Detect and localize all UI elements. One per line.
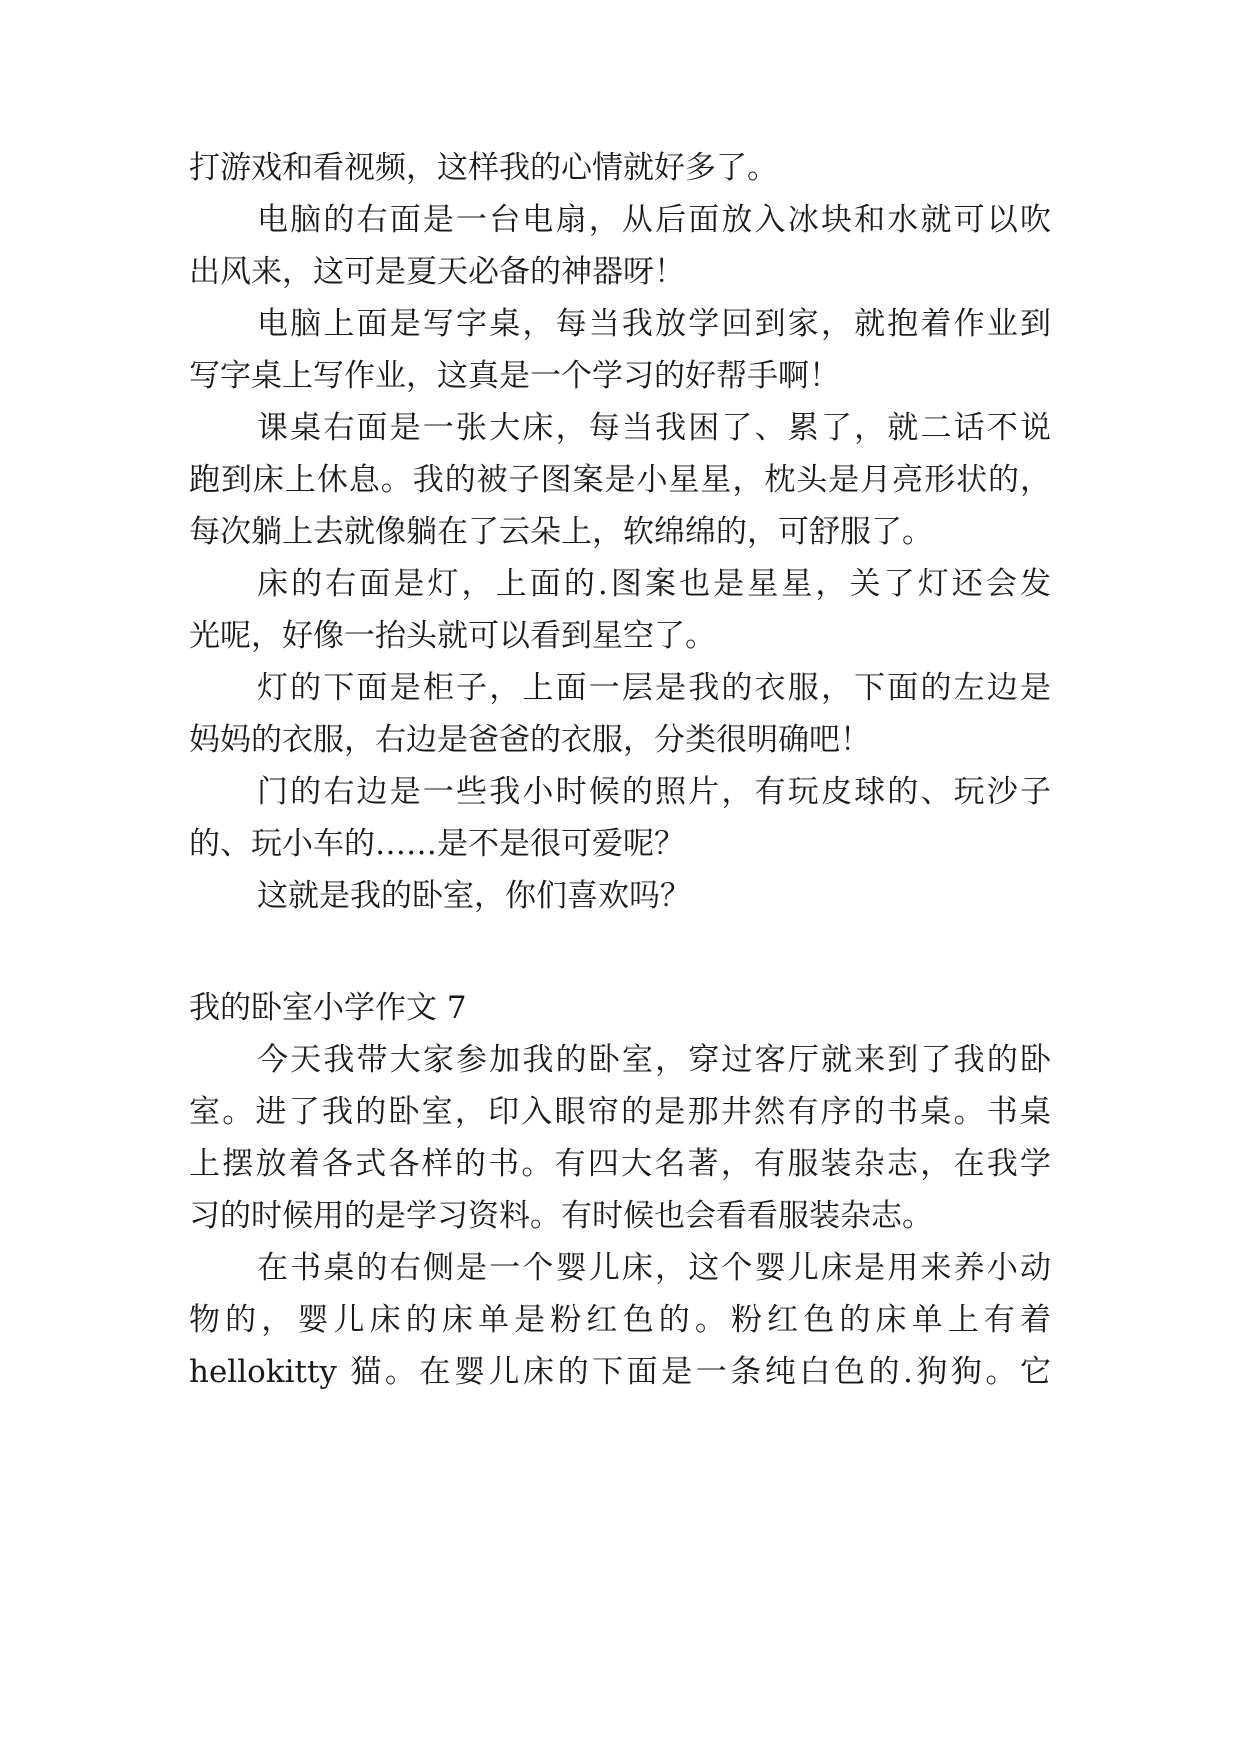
paragraph-line: 跑到床上休息。我的被子图案是小星星，枕头是月亮形状的， (189, 462, 1051, 498)
paragraph-line: 电脑上面是写字桌，每当我放学回到家，就抱着作业到 (257, 306, 1051, 342)
paragraph-line: 光呢，好像一抬头就可以看到星空了。 (189, 618, 716, 654)
paragraph-line: 物的，婴儿床的床单是粉红色的。粉红色的床单上有着 (189, 1302, 1051, 1338)
paragraph-line: 门的右边是一些我小时候的照片，有玩皮球的、玩沙子 (257, 774, 1051, 810)
paragraph-line: 出风来，这可是夏天必备的神器呀！ (189, 254, 685, 290)
essay-heading: 我的卧室小学作文 7 (189, 990, 467, 1026)
paragraph-line: 妈妈的衣服，右边是爸爸的衣服，分类很明确吧！ (189, 722, 871, 758)
paragraph-line: 习的时候用的是学习资料。有时候也会看看服装杂志。 (189, 1198, 933, 1234)
paragraph-line: 在书桌的右侧是一个婴儿床，这个婴儿床是用来养小动 (257, 1250, 1051, 1286)
paragraph-line: 打游戏和看视频，这样我的心情就好多了。 (189, 150, 778, 186)
paragraph-line: hellokitty 猫。在婴儿床的下面是一条纯白色的.狗狗。它 (189, 1354, 1051, 1390)
paragraph-line: 灯的下面是柜子，上面一层是我的衣服，下面的左边是 (257, 670, 1051, 706)
paragraph-line: 上摆放着各式各样的书。有四大名著，有服装杂志，在我学 (189, 1146, 1051, 1182)
paragraph-line: 写字桌上写作业，这真是一个学习的好帮手啊！ (189, 358, 840, 394)
paragraph-line: 这就是我的卧室，你们喜欢吗？ (257, 878, 691, 914)
paragraph-line: 今天我带大家参加我的卧室，穿过客厅就来到了我的卧 (257, 1042, 1051, 1078)
paragraph-line: 电脑的右面是一台电扇，从后面放入冰块和水就可以吹 (257, 202, 1051, 238)
paragraph-line: 室。进了我的卧室，印入眼帘的是那井然有序的书桌。书桌 (189, 1094, 1051, 1130)
paragraph-line: 每次躺上去就像躺在了云朵上，软绵绵的，可舒服了。 (189, 514, 933, 550)
paragraph-line: 床的右面是灯，上面的.图案也是星星，关了灯还会发 (257, 566, 1051, 602)
paragraph-line: 的、玩小车的……是不是很可爱呢？ (189, 826, 685, 862)
paragraph-line: 课桌右面是一张大床，每当我困了、累了，就二话不说 (257, 410, 1051, 446)
